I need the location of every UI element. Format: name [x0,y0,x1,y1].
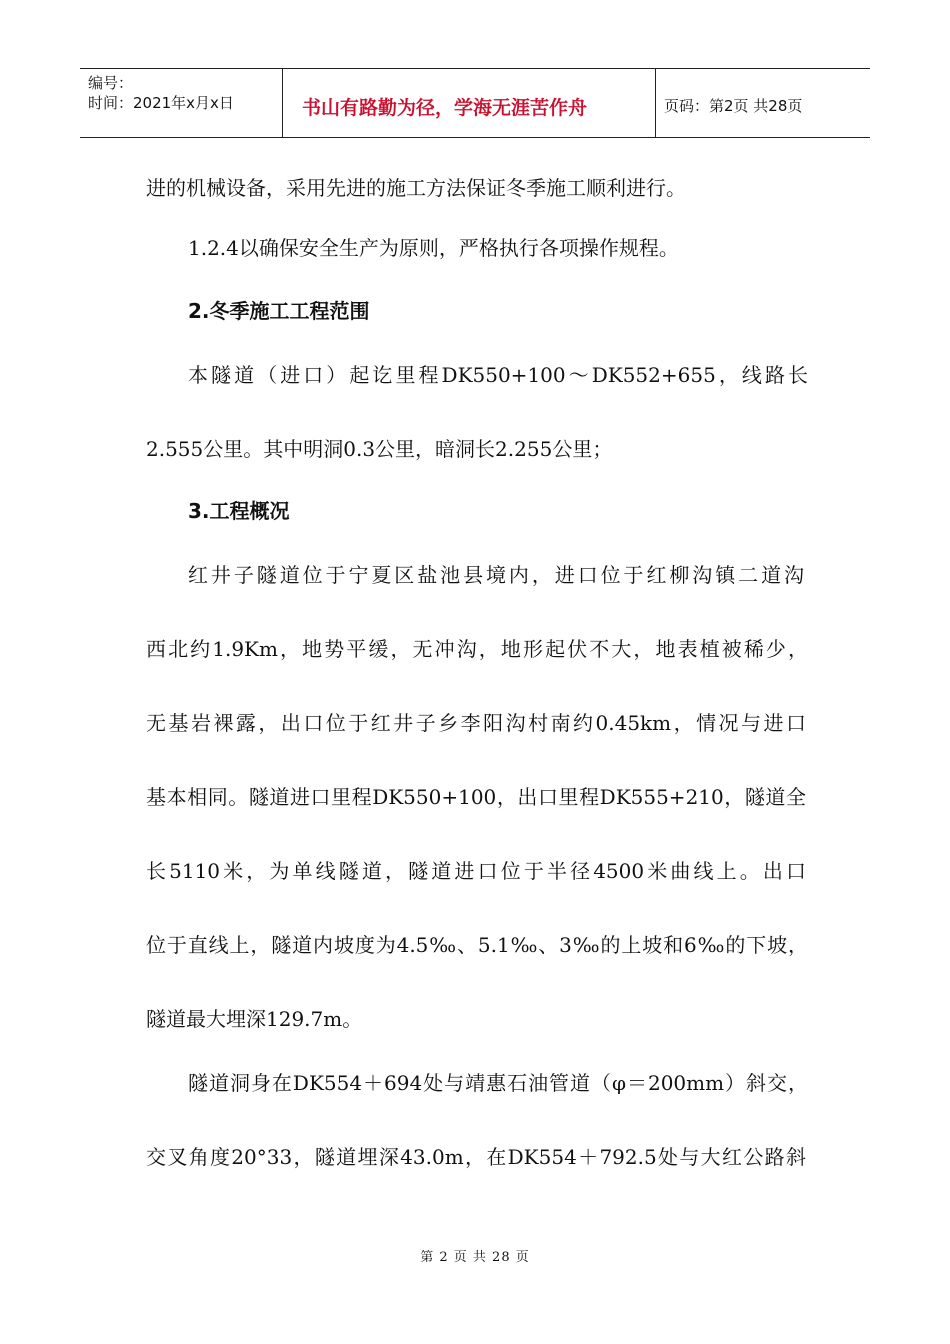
header-meta-cell [80,69,283,137]
body-line: 无基岩裸露，出口位于红井子乡李阳沟村南约0.45km，情况与进口 [146,711,806,735]
section-heading: 2.冬季施工工程范围 [188,299,370,323]
body-line: 基本相同。隧道进口里程DK550+100，出口里程DK555+210，隧道全 [146,785,806,809]
page-header [80,68,870,138]
page-footer: 第 2 页 共 28 页 [420,1250,530,1265]
section-heading: 3.工程概况 [188,499,290,523]
header-motto-cell [283,69,656,137]
body-line: 红井子隧道位于宁夏区盐池县境内，进口位于红柳沟镇二道沟 [188,563,804,587]
body-line: 交叉角度20°33，隧道埋深43.0m，在DK554＋792.5处与大红公路斜 [146,1145,806,1169]
body-line: 进的机械设备，采用先进的施工方法保证冬季施工顺利进行。 [146,176,686,200]
body-line: 位于直线上，隧道内坡度为4.5‰、5.1‰、3‰的上坡和6‰的下坡， [146,933,808,957]
body-line: 隧道洞身在DK554＋694处与靖惠石油管道（φ＝200mm）斜交， [188,1071,808,1095]
body-line: 本隧道（进口）起讫里程DK550+100～DK552+655，线路长 [188,363,808,387]
document-number-label: 编号： [88,74,134,92]
header-page-code: 页码：第2页 共28页 [664,97,803,115]
body-line: 长5110米，为单线隧道，隧道进口位于半径4500米曲线上。出口 [146,859,806,883]
header-page-cell [656,69,870,137]
body-line: 2.555公里。其中明洞0.3公里，暗洞长2.255公里； [146,437,613,461]
body-line: 1.2.4以确保安全生产为原则，严格执行各项操作规程。 [188,236,679,260]
header-motto: 书山有路勤为径，学海无涯苦作舟 [302,97,588,119]
document-time-label: 时间：2021年x月x日 [88,94,234,112]
body-line: 西北约1.9Km，地势平缓，无冲沟，地形起伏不大，地表植被稀少， [146,637,808,661]
body-line: 隧道最大埋深129.7m。 [146,1007,363,1031]
